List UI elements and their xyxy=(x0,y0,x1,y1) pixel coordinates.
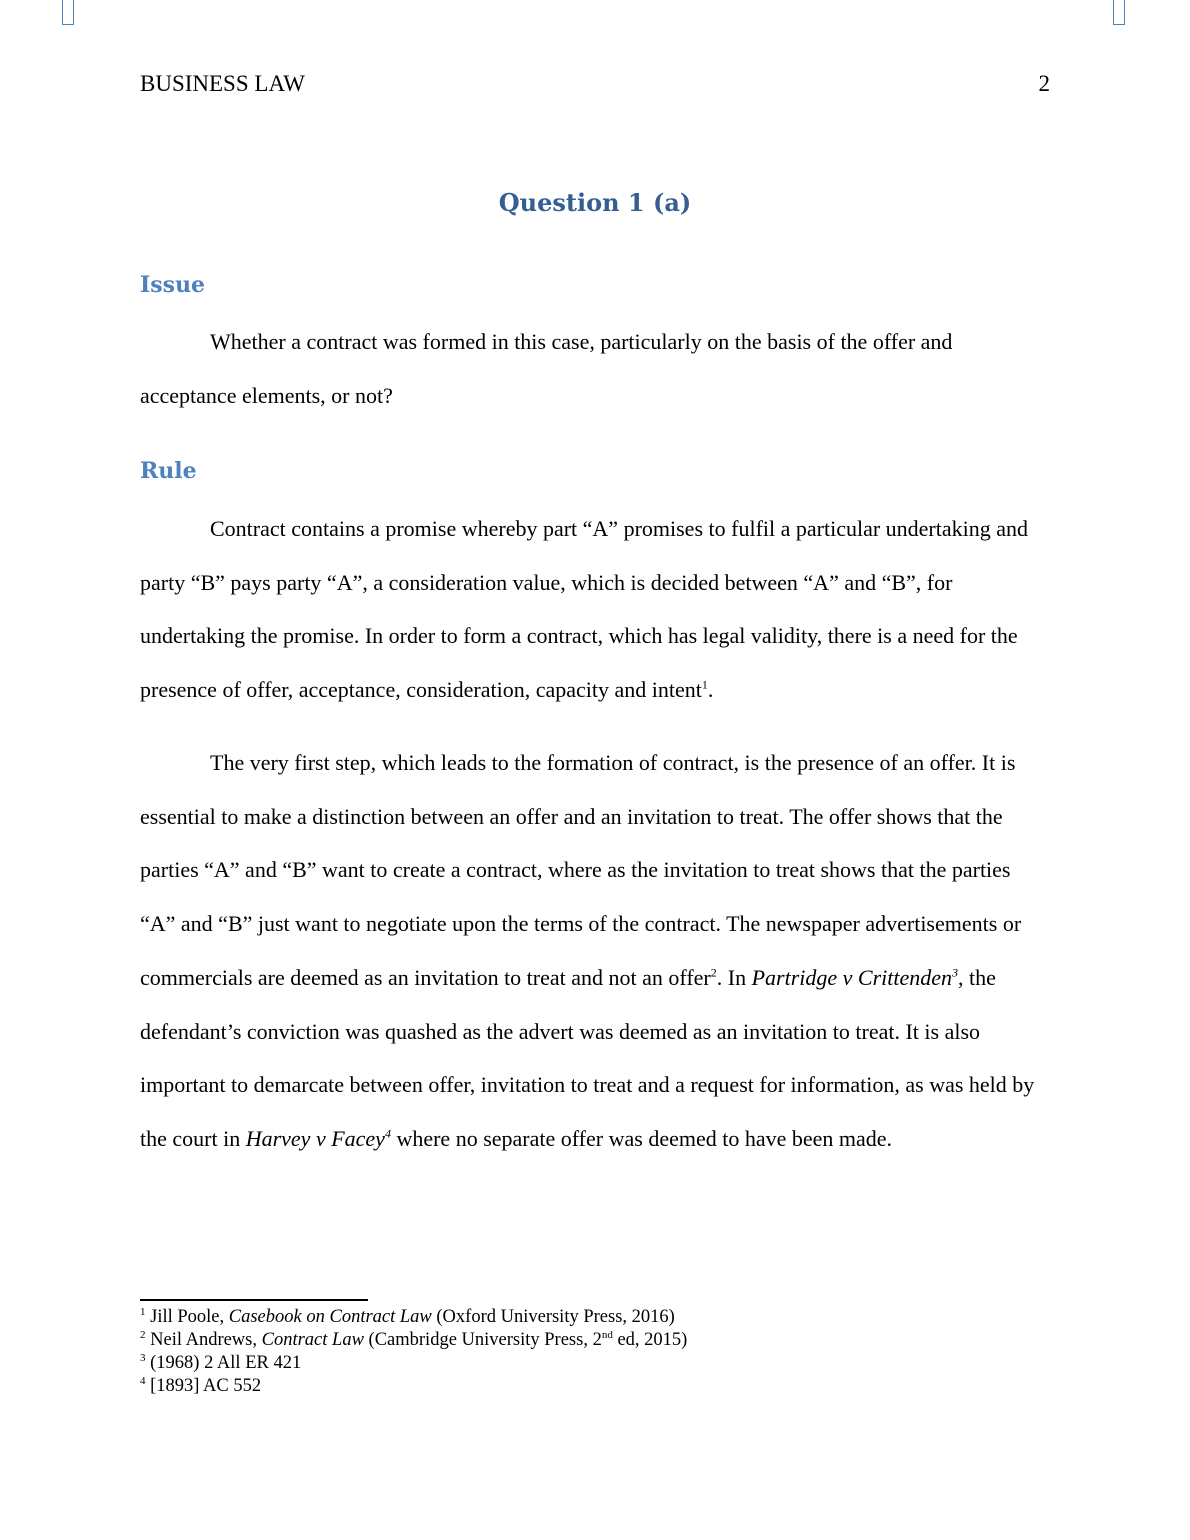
rule-heading: Rule xyxy=(140,458,197,484)
footnote-2-title: Contract Law xyxy=(261,1330,364,1350)
footnote-1-author: Jill Poole, xyxy=(150,1307,229,1327)
page-number: 2 xyxy=(1038,71,1050,96)
issue-heading: Issue xyxy=(140,272,206,298)
rule-paragraph-2 xyxy=(140,736,1050,1166)
footnote-2-author: Neil Andrews, xyxy=(150,1330,262,1350)
document-title: Question 1 (a) xyxy=(498,188,692,217)
footnote-4 xyxy=(140,1375,1050,1398)
crop-mark-left xyxy=(62,0,74,25)
footnote-1 xyxy=(140,1306,1050,1329)
footnote-1-title: Casebook on Contract Law xyxy=(228,1307,432,1327)
footnote-2 xyxy=(140,1329,1050,1352)
issue-paragraph: Whether a contract was formed in this case, particularly on the basis of the offer and acceptance elements, or not? xyxy=(140,329,953,408)
case-name-harvey: Harvey v Facey xyxy=(245,1125,385,1151)
rule-paragraph-1 xyxy=(140,502,1050,717)
footnote-4-citation: [1893] AC 552 xyxy=(145,1376,262,1396)
footnotes xyxy=(140,1306,1050,1398)
footnote-2-year: ed, 2015) xyxy=(612,1330,688,1350)
footnote-ref-2[interactable]: 2 xyxy=(710,965,717,980)
footnote-ref-1[interactable]: 1 xyxy=(701,677,708,692)
rule-paragraph-2-part-3: , the defendant’s conviction was quashed as the advert was deemed as an invitation to treat. It is also important to demarcate between offer, invitation to treat and a request for information, as was held by the court in xyxy=(140,964,1035,1151)
footnote-3-citation: (1968) 2 All ER 421 xyxy=(145,1353,302,1373)
footnote-ref-3[interactable]: 3 xyxy=(952,965,959,980)
rule-paragraph-2-part-1: The very first step, which leads to the formation of contract, is the presence of an offer. It is essential to make a distinction between an offer and an invitation to treat. The offer shows that the parties “A” and “B” want to create a contract, where as the invitation to treat shows that the parties “A” and “B” just want to negotiate upon the terms of the contract. The newspaper advertisements or commercials are deemed as an invitation to treat and not an offer xyxy=(140,750,1022,990)
footnote-1-number: 1 xyxy=(140,1305,146,1318)
footnote-1-publisher: (Oxford University Press, 2016) xyxy=(431,1307,675,1327)
crop-mark-right xyxy=(1113,0,1125,25)
footnote-2-edition-suffix: nd xyxy=(601,1328,613,1341)
rule-paragraph-1-end: . xyxy=(707,677,714,703)
rule-paragraph-2-part-2: . In xyxy=(716,964,752,990)
footnote-2-publisher: (Cambridge University Press, 2 xyxy=(363,1330,602,1350)
footnote-ref-4[interactable]: 4 xyxy=(384,1126,391,1141)
case-name-partridge: Partridge v Crittenden xyxy=(751,964,953,990)
footnote-separator xyxy=(140,1299,368,1301)
header-title: BUSINESS LAW xyxy=(140,71,305,96)
footnote-2-number: 2 xyxy=(140,1328,146,1341)
footnote-3-number: 3 xyxy=(140,1351,146,1364)
footnote-4-number: 4 xyxy=(140,1374,146,1387)
footnote-3 xyxy=(140,1352,1050,1375)
rule-paragraph-2-part-4: where no separate offer was deemed to have been made. xyxy=(390,1125,893,1151)
rule-paragraph-1-text: Contract contains a promise whereby part “A” promises to fulfil a particular undertaking and party “B” pays party “A”, a consideration value, which is decided between “A” and “B”, for undertaking the promise. In order to form a contract, which has legal validity, there is a need for the presence of offer, acceptance, consideration, capacity and intent xyxy=(140,516,1029,703)
